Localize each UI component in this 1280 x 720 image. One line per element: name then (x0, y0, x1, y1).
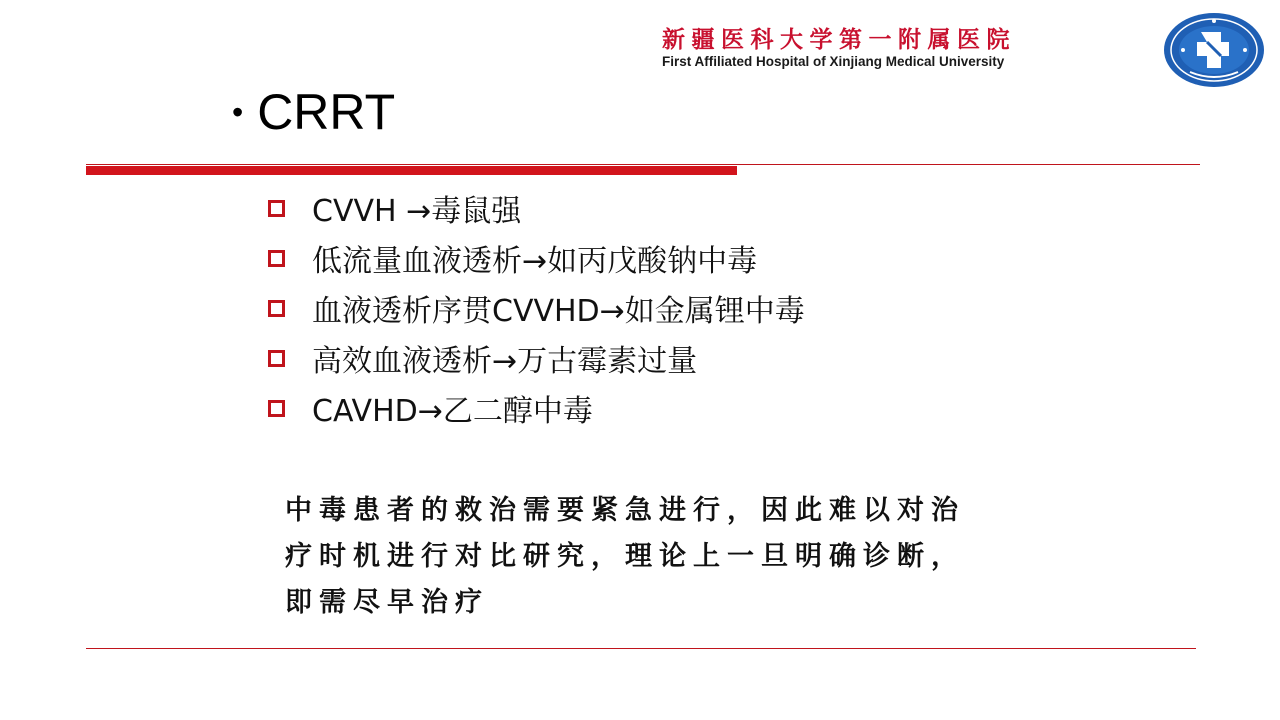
list-item (268, 183, 805, 233)
list-item-text: 血液透析序贯CVVHD→如金属锂中毒 (312, 294, 805, 329)
list-item-text: CVVH →毒鼠强 (312, 194, 522, 229)
hollow-square-icon (268, 350, 285, 367)
note-paragraph: 中毒患者的救治需要紧急进行，因此难以对治疗时机进行对比研究，理论上一旦明确诊断，即需尽早治疗 (285, 495, 965, 618)
org-name-cn: 新疆医科大学第一附属医院 (662, 26, 1016, 53)
org-name-en: First Affiliated Hospital of Xinjiang Medical University (662, 54, 1005, 69)
hospital-emblem-icon (1163, 12, 1265, 88)
accent-bar (86, 166, 737, 175)
list-item-text: 低流量血液透析→如丙戊酸钠中毒 (312, 244, 758, 279)
list-item (268, 383, 805, 433)
list-item-text: CAVHD→乙二醇中毒 (312, 394, 593, 429)
slide-title (232, 82, 395, 142)
title-bullet: • (232, 93, 244, 130)
bottom-divider-line (86, 648, 1196, 649)
title-text: CRRT (257, 84, 396, 140)
hollow-square-icon (268, 250, 285, 267)
list-item (268, 283, 805, 333)
hollow-square-icon (268, 300, 285, 317)
top-divider-line (86, 164, 1200, 165)
bullet-list (268, 183, 805, 433)
list-item-text: 高效血液透析→万古霉素过量 (312, 344, 698, 379)
list-item (268, 233, 805, 283)
hollow-square-icon (268, 200, 285, 217)
hollow-square-icon (268, 400, 285, 417)
list-item (268, 333, 805, 383)
